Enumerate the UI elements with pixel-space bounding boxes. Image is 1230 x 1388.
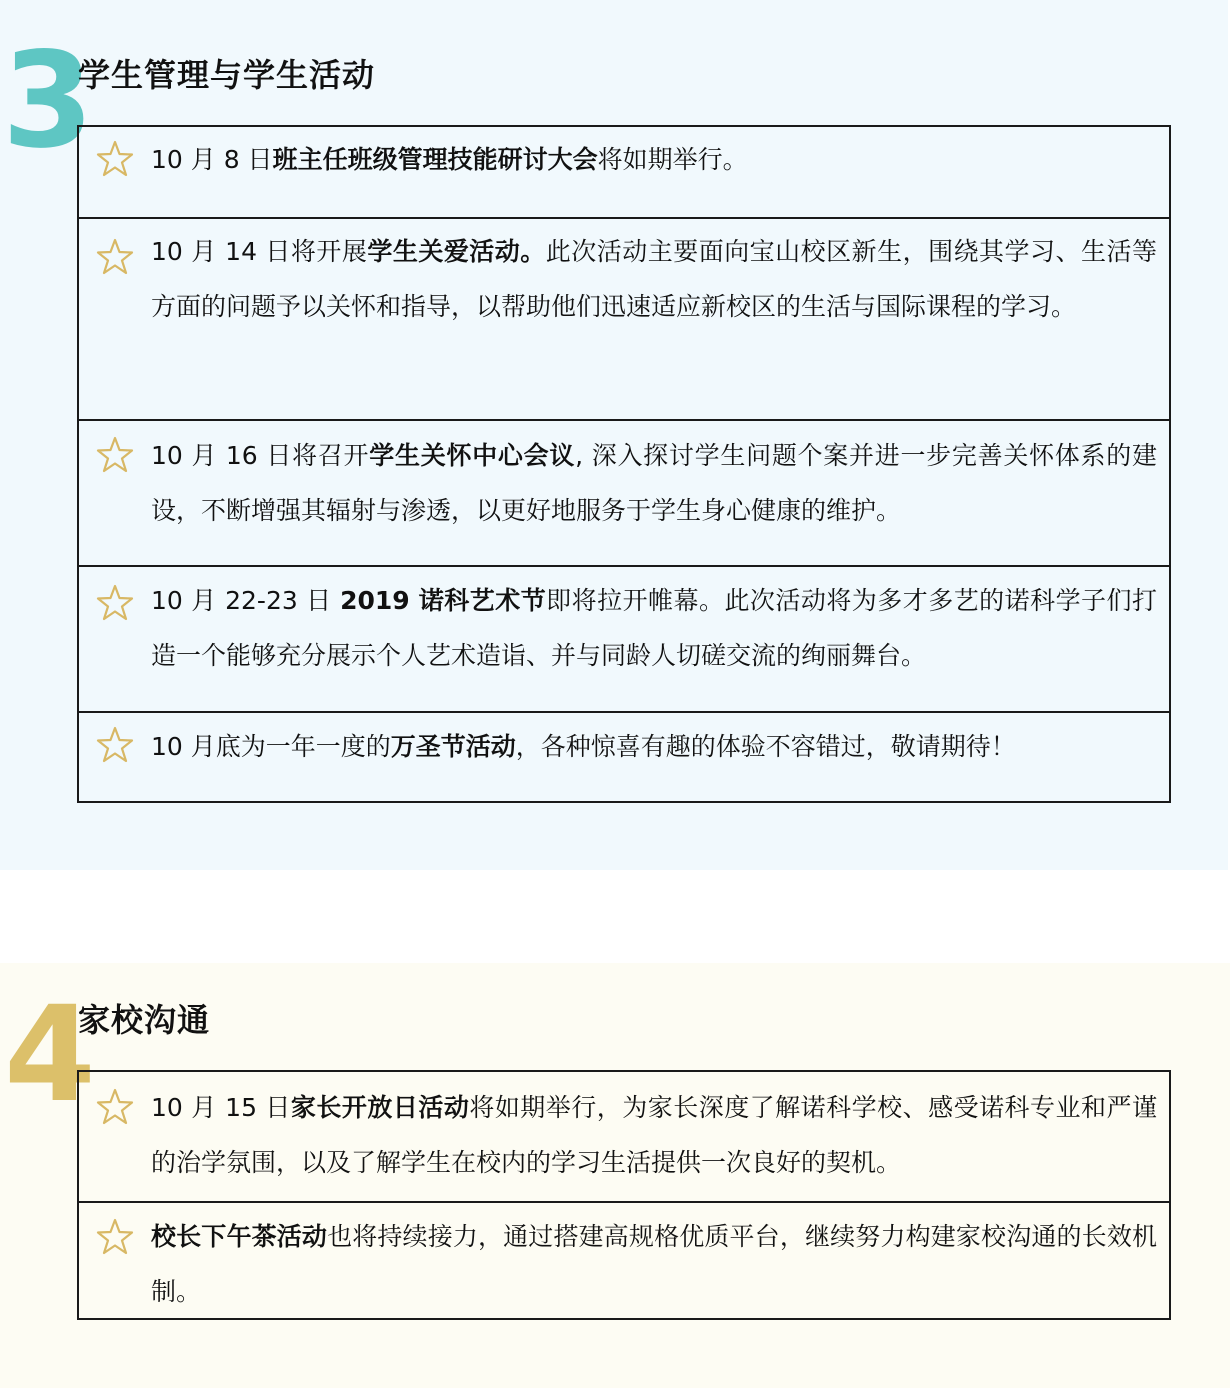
item-text-plain: 10 月 16 日将召开 [151,441,370,470]
item-list [77,1070,1171,1320]
list-item [79,127,1169,217]
item-text-bold: 万圣节活动 [390,732,516,761]
item-text-plain: 10 月 14 日将开展 [151,237,368,266]
item-text-plain: 也将持续接力，通过搭建高规格优质平台，继续努力构建家校沟通的长效机制。 [151,1222,1157,1306]
list-item [79,711,1169,801]
item-text-plain: ，各种惊喜有趣的体验不容错过，敬请期待！ [515,732,1016,761]
section-title: 家校沟通 [78,1001,211,1039]
item-text-plain: , 深入探讨学生问题个案并进一步完善关怀体系的建设，不断增强其辐射与渗透，以更好地服务于学生身心健康的维护。 [151,441,1157,525]
item-text-bold: 班主任班级管理技能研讨大会 [272,145,598,174]
section-home-school-communication [0,963,1230,1388]
item-text-bold: 2019 诺科艺术节 [340,586,547,615]
star-outline-icon [95,1087,135,1127]
star-outline-icon [95,237,135,277]
star-outline-icon [95,725,135,765]
section-number: 3 [2,24,92,178]
item-text-plain: 10 月底为一年一度的 [151,732,391,761]
section-number: 4 [4,978,94,1132]
item-text-plain: 将如期举行，为家长深度了解诺科学校、感受诺科专业和严谨的治学氛围，以及了解学生在校内的学习生活提供一次良好的契机。 [151,1093,1157,1177]
list-item [79,1072,1169,1201]
list-item [79,217,1169,419]
list-item [79,565,1169,711]
item-text-bold: 家长开放日活动 [290,1093,470,1122]
star-outline-icon [95,139,135,179]
item-text-plain: 将如期举行。 [597,145,748,174]
section-title: 学生管理与学生活动 [78,56,376,94]
list-item [79,419,1169,565]
item-text-plain: 即将拉开帷幕。此次活动将为多才多艺的诺科学子们打造一个能够充分展示个人艺术造诣、并与同龄人切磋交流的绚丽舞台。 [151,586,1157,670]
list-item [79,1201,1169,1318]
item-text-plain: 10 月 8 日 [151,145,273,174]
item-text-plain: 此次活动主要面向宝山校区新生，围绕其学习、生活等方面的问题予以关怀和指导，以帮助他们迅速适应新校区的生活与国际课程的学习。 [151,237,1157,321]
item-list [77,125,1171,803]
item-text-bold: 学生关爱活动。 [367,237,546,266]
item-text-bold: 学生关怀中心会议 [369,441,576,470]
star-outline-icon [95,583,135,623]
star-outline-icon [95,435,135,475]
item-text-plain: 10 月 22-23 日 [151,586,341,615]
item-text-plain: 10 月 15 日 [151,1093,291,1122]
item-text-bold: 校长下午茶活动 [151,1222,328,1251]
star-outline-icon [95,1217,135,1257]
